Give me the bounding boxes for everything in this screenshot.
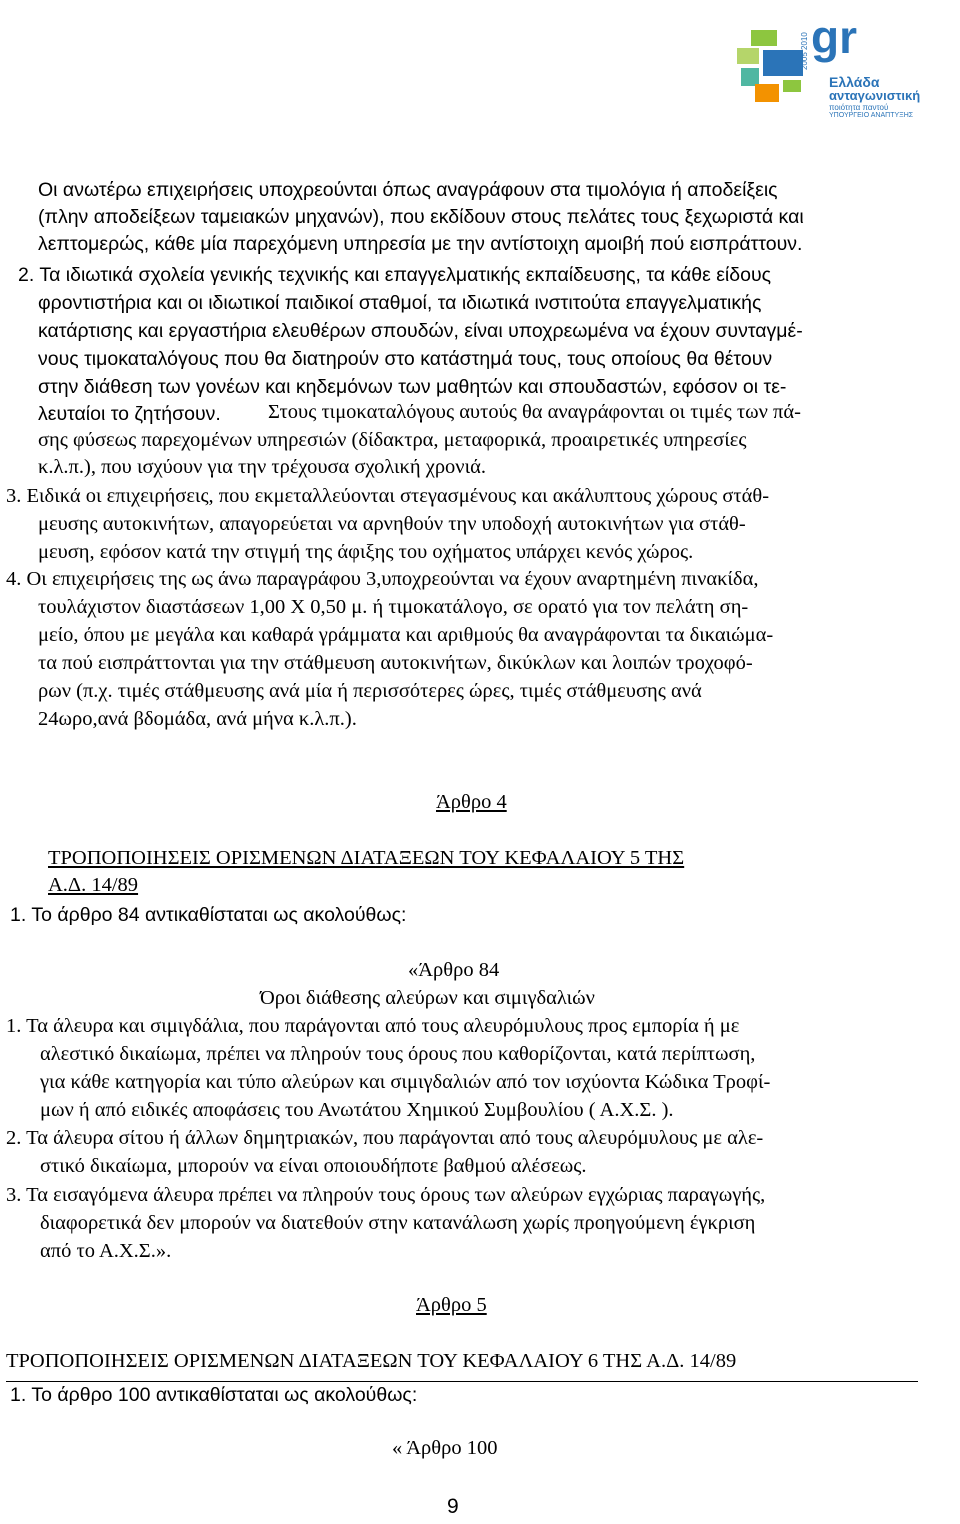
intro-line: λεπτομερώς, κάθε μία παρεχόμενη υπηρεσία με την αντίστοιχη αμοιβή πού εισπράττουν. (38, 233, 803, 255)
article84-para1: για κάθε κατηγορία και τύπο αλεύρων και σιμιγδαλιών από τον ισχύοντα Κώδικα Τροφί- (40, 1071, 771, 1093)
article84-para2: 2. Τα άλευρα σίτου ή άλλων δημητριακών, που παράγονται από τους αλευρόμυλους με αλε- (6, 1127, 764, 1149)
item2-line: στην διάθεση των γονέων και κηδεμόνων των μαθητών και σπουδαστών, εφόσον οι τε- (38, 376, 787, 398)
article84-para1: αλεστικό δικαίωμα, πρέπει να πληρούν τους όρους που καθορίζονται, κατά περίπτωση, (40, 1043, 756, 1065)
item3-line: 3. Ειδικά οι επιχειρήσεις, που εκμεταλλεύονται στεγασμένους και ακάλυπτους χώρους στάθ- (6, 485, 770, 507)
logo-line4: ΥΠΟΥΡΓΕΙΟ ΑΝΑΠΤΥΞΗΣ (829, 112, 914, 119)
article4-replace: 1. Το άρθρο 84 αντικαθίσταται ως ακολούθως: (10, 904, 407, 926)
item4-line: 24ωρο,ανά βδομάδα, ανά μήνα κ.λ.π.). (38, 708, 357, 730)
item2-line: φροντιστήρια και οι ιδιωτικοί παιδικοί σταθμοί, τα ιδιωτικά ινστιτούτα επαγγελματικής (38, 292, 762, 314)
item3-line: μευσης αυτοκινήτων, απαγορεύεται να αρνηθούν την υποδοχή αυτοκινήτων για στάθ- (38, 513, 746, 535)
item4-line: 4. Οι επιχειρήσεις της ως άνω παραγράφου 3,υποχρεούνται να έχουν αναρτημένη πινακίδα, (6, 568, 759, 590)
article100-heading: « Άρθρο 100 (392, 1437, 498, 1459)
article84-subtitle: Όροι διάθεσης αλεύρων και σιμιγδαλιών (260, 987, 595, 1009)
item4-line: τουλάχιστον διαστάσεων 1,00 Χ 0,50 μ. ή τιμοκατάλογο, σε ορατό για τον πελάτη ση- (38, 596, 749, 618)
item2-line: λευταίοι το ζητήσουν. (38, 403, 221, 425)
item4-line: τα πού εισπράττονται για την στάθμευση αυτοκινήτων, δικύκλων και λοιπών τροχοφό- (38, 652, 753, 674)
article4-title: ΤΡΟΠΟΠΟΙΗΣΕΙΣ ΟΡΙΣΜΕΝΩΝ ΔΙΑΤΑΞΕΩΝ ΤΟΥ ΚΕΦΑΛΑΙΟΥ 5 ΤΗΣ (48, 847, 685, 869)
intro-line: Οι ανωτέρω επιχειρήσεις υποχρεούνται όπως αναγράφουν στα τιμολόγια ή αποδείξεις (38, 179, 778, 201)
article84-para1: 1. Τα άλευρα και σιμιγδάλια, που παράγονται από τους αλευρόμυλους προς εμπορία ή με (6, 1015, 740, 1037)
article84-para3: 3. Τα εισαγόμενα άλευρα πρέπει να πληρούν τους όρους των αλεύρων εγχώριας παραγωγής, (6, 1184, 766, 1206)
page-number: 9 (447, 1495, 459, 1518)
item2-line: κατάρτισης και εργαστήρια ελευθέρων σπουδών, είναι υποχρεωμένα να έχουν συνταγμέ- (38, 320, 803, 342)
article5-title: ΤΡΟΠΟΠΟΙΗΣΕΙΣ ΟΡΙΣΜΕΝΩΝ ΔΙΑΤΑΞΕΩΝ ΤΟΥ ΚΕΦΑΛΑΙΟΥ 6 ΤΗΣ Α.Δ. 14/89 (6, 1350, 737, 1372)
article84-para3: από το Α.Χ.Σ.». (40, 1240, 172, 1262)
item4-line: ρων (π.χ. τιμές στάθμευσης ανά μία ή περισσότερες ώρες, τιμές στάθμευσης ανά (38, 680, 702, 702)
item2-serif-line: σης φύσεως παρεχομένων υπηρεσιών (δίδακτρα, μεταφορικά, προαιρετικές υπηρεσίες (38, 429, 747, 451)
logo-gr-text: gr (811, 11, 857, 63)
logo (725, 12, 945, 127)
item3-line: μευση, εφόσον κατά την στιγμή της άφιξης του οχήματος υπάρχει κενός χώρος. (38, 541, 694, 563)
logo-years: 2005 2010 (800, 32, 809, 70)
article84-heading: «Άρθρο 84 (408, 959, 500, 981)
article84-para1: μων ή από ειδικές αποφάσεις του Ανωτάτου Χημικού Συμβουλίου ( Α.Χ.Σ. ). (40, 1099, 674, 1121)
logo-line3: ποιότητα παντού (829, 103, 889, 112)
article5-heading: Άρθρο 5 (416, 1294, 487, 1316)
article4-heading: Άρθρο 4 (436, 791, 507, 813)
intro-line: (πλην αποδείξεων ταμειακών μηχανών), που εκδίδουν στους πελάτες τους ξεχωριστά και (38, 206, 804, 228)
item2-serif-line: κ.λ.π.), που ισχύουν για την τρέχουσα σχολική χρονιά. (38, 456, 486, 478)
divider (6, 1381, 918, 1382)
article84-para2: στικό δικαίωμα, μπορούν να είναι οποιουδήποτε βαθμού αλέσεως. (40, 1155, 587, 1177)
item4-line: μείο, όπου με μεγάλα και καθαρά γράμματα και αριθμούς θα αναγράφονται τα δικαιώμα- (38, 624, 774, 646)
article84-para3: διαφορετικά δεν μπορούν να διατεθούν στην κατανάλωση χωρίς προηγούμενη έγκριση (40, 1212, 756, 1234)
article5-replace: 1. Το άρθρο 100 αντικαθίσταται ως ακολούθως: (10, 1384, 418, 1406)
item2-line: 2. Τα ιδιωτικά σχολεία γενικής τεχνικής και επαγγελματικής εκπαίδευσης, τα κάθε είδους (18, 264, 772, 286)
logo-line1: Ελλάδα (829, 74, 880, 90)
logo-line2: ανταγωνιστική (829, 88, 921, 103)
article4-title-2: Α.Δ. 14/89 (48, 874, 139, 896)
item2-serif-tail: Στους τιμοκαταλόγους αυτούς θα αναγράφονται οι τιμές των πά- (268, 401, 801, 423)
item2-line: νους τιμοκαταλόγους που θα διατηρούν στο κατάστημά τους, τους οποίους θα θέτουν (38, 348, 773, 370)
